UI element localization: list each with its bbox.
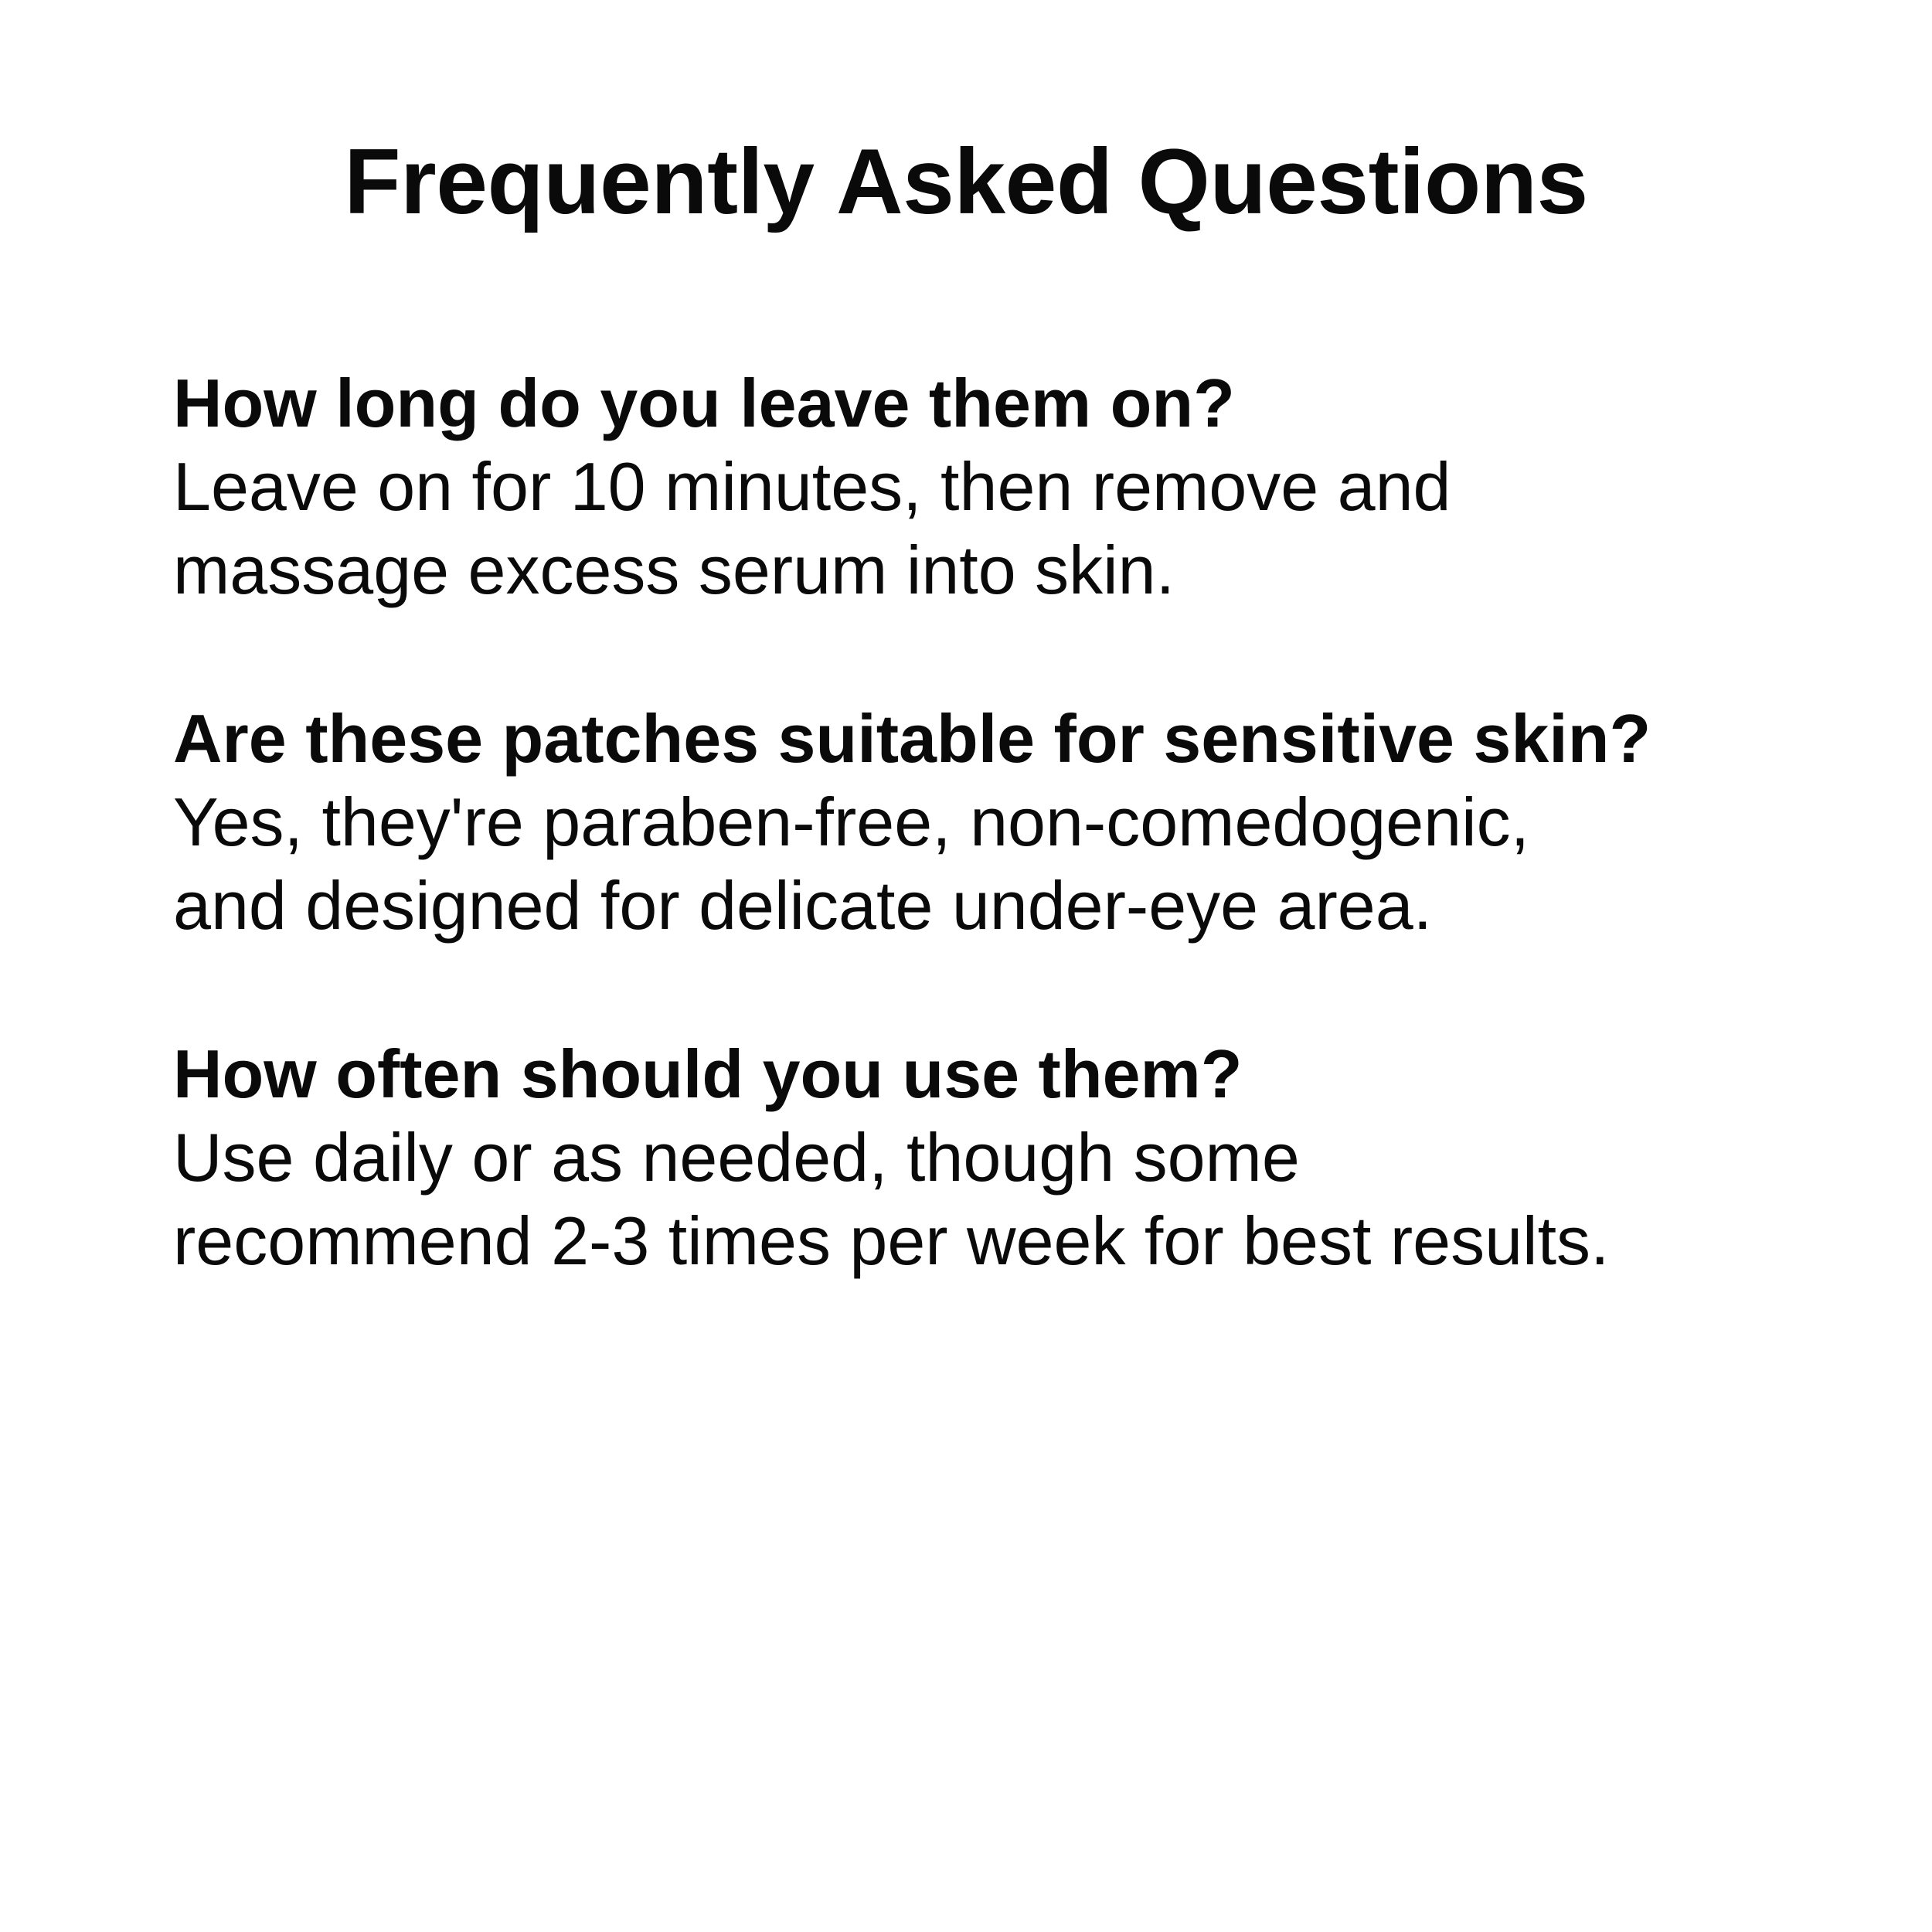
faq-answer-line: recommend 2-3 times per week for best results.	[173, 1202, 1610, 1279]
faq-answer-line: Leave on for 10 minutes, then remove and	[173, 448, 1451, 525]
faq-question: Are these patches suitable for sensitive skin?	[173, 700, 1651, 777]
faq-list	[173, 362, 1796, 1368]
faq-answer-line: Yes, they're paraben-free, non-comedogenic,	[173, 784, 1530, 860]
faq-item	[173, 697, 1796, 947]
faq-item	[173, 362, 1796, 612]
faq-answer-line: massage excess serum into skin.	[173, 532, 1175, 608]
faq-answer	[173, 781, 1796, 947]
faq-question: How long do you leave them on?	[173, 365, 1235, 441]
faq-answer-line: and designed for delicate under-eye area.	[173, 867, 1433, 944]
faq-item	[173, 1032, 1796, 1283]
page-title: Frequently Asked Questions	[344, 130, 1588, 233]
faq-answer	[173, 445, 1796, 612]
faq-answer-line: Use daily or as needed, though some	[173, 1119, 1300, 1196]
faq-question: How often should you use them?	[173, 1036, 1243, 1112]
faq-answer	[173, 1116, 1796, 1283]
